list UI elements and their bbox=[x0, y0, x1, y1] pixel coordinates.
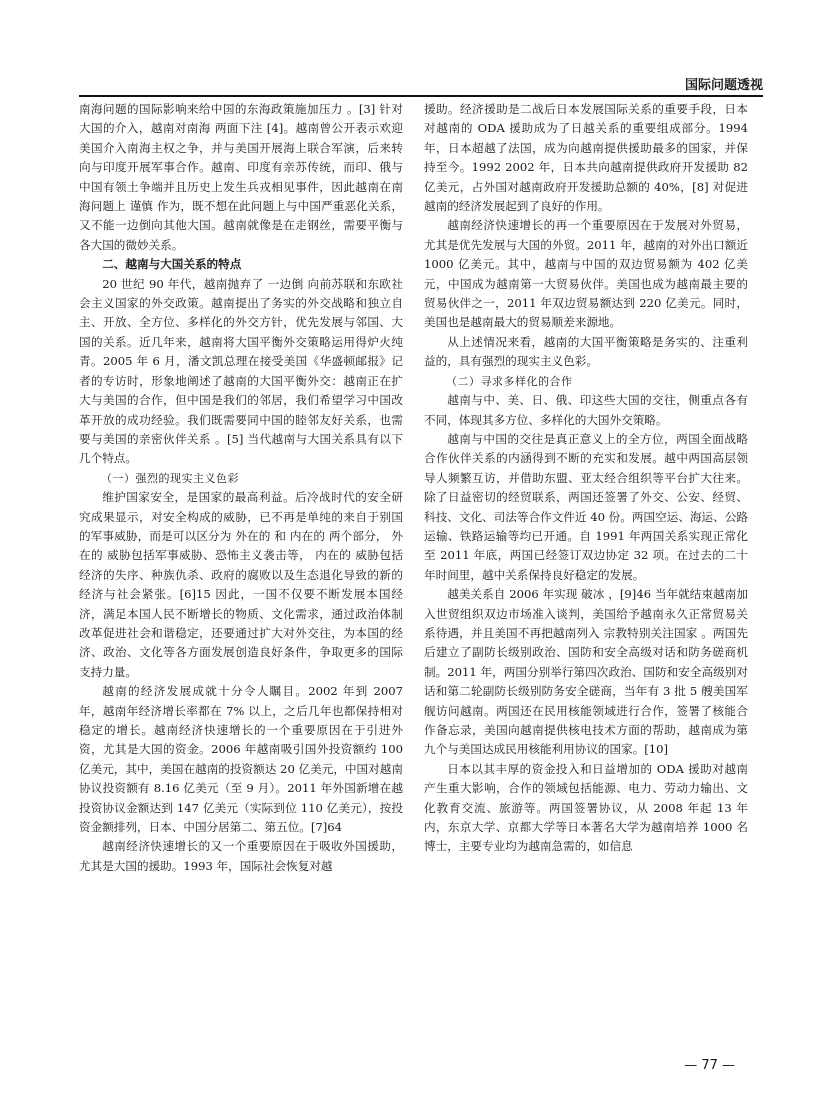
body-paragraph: 越南与中、美、日、俄、印这些大国的交往，侧重点各有不同，体现其多方位、多样化的大国外交策略。 bbox=[424, 393, 748, 427]
right-text-column bbox=[424, 100, 748, 857]
body-paragraph: 维护国家安全，是国家的最高利益。后冷战时代的安全研究成果显示，对安全构成的威胁，已不再是单纯的来自于别国的军事威胁，而是可以区分为 外在的 和 内在的 两个部分， 外在的 威胁包括军事威胁、恐怖主义袭击等， 内在的 威胁包括经济的失序、种族仇杀、政府的腐败以及生态退化导致的新的经济与社会紧张。[6]15 因此，一国不仅要不断发展本国经济，满足本国人民不断增长的物质、文化需求，通过政治体制改革促进社会和谐稳定，还要通过扩大对外交往，为本国的经济、政治、文化等各方面发展创造良好条件，争取更多的国际支持力量。 bbox=[79, 490, 403, 679]
body-paragraph: 日本以其丰厚的资金投入和日益增加的 ODA 援助对越南产生重大影响，合作的领域包括能源、电力、劳动力输出、文化教育交流、旅游等。两国签署协议，从 2008 年起 13 年内，东京大学、京都大学等日本著名大学为越南培养 1000 名博士，主要专业均为越南急需的，如信息 bbox=[424, 761, 748, 854]
section-heading: 二、越南与大国关系的特点 bbox=[102, 257, 242, 272]
body-paragraph: 越南经济快速增长的再一个重要原因在于发展对外贸易，尤其是优先发展与大国的外贸。2011 年，越南的对外出口额近 1000 亿美元。其中，越南与中国的双边贸易额为 402 亿美元，中国成为越南第一大贸易伙伴。美国也成为越南最主要的贸易伙伴之一，2011 年双边贸易额达到 220 亿美元。同时，美国也是越南最大的贸易顺差来源地。 bbox=[424, 218, 748, 330]
body-paragraph: 20 世纪 90 年代，越南抛弃了 一边倒 向前苏联和东欧社会主义国家的外交政策。越南提出了务实的外交战略和独立自主、开放、全方位、多样化的外交方针，优先发展与邻国、大国的关系。近几年来，越南将大国平衡外交策略运用得炉火纯青。2005 年 6 月，潘文凯总理在接受美国《华盛顿邮报》记者的专访时，形象地阐述了越南的大国平衡外交：越南正在扩大与美国的合作，但中国是我们的邻居，我们希望学习中国改革开放的成功经验。我们既需要同中国的睦邻友好关系，也需要与美国的亲密伙伴关系 。[5] 当代越南与大国关系具有以下几个特点。 bbox=[79, 276, 403, 466]
body-paragraph: 越南的经济发展成就十分令人瞩目。2002 年到 2007 年，越南年经济增长率都在 7% 以上，之后几年也都保持相对稳定的增长。越南经济快速增长的一个重要原因在于引进外资，尤其是大国的资金。2006 年越南吸引国外投资额约 100 亿美元，其中，美国在越南的投资额达 20 亿美元，中国对越南协议投资额有 8.16 亿美元（至 9 月）。2011 年外国新增在越投资协议金额达到 147 亿美元（实际到位 110 亿美元），按投资金额排列，日本、中国分居第二、第五位。[7]64 bbox=[79, 684, 403, 835]
body-paragraph: 越美关系自 2006 年实现 破冰 ，[9]46 当年就结束越南加入世贸组织双边市场准入谈判，美国给予越南永久正常贸易关系待遇，并且美国不再把越南列入 宗教特别关注国家 。两国先后建立了副防长级别政治、国防和安全高级对话和防务磋商机制。2011 年，两国分别举行第四次政治、国防和安全高级别对话和第二轮副防长级别防务安全磋商，当年有 3 批 5 艘美国军舰访问越南。两国还在民用核能领域进行合作，签署了核能合作备忘录，美国向越南提供核电技术方面的帮助，越南成为第九个与美国达成民用核能利用协议的国家。[10] bbox=[424, 587, 748, 757]
header-divider bbox=[79, 95, 763, 97]
body-paragraph: 越南经济快速增长的又一个重要原因在于吸收外国援助，尤其是大国的援助。1993 年，国际社会恢复对越 bbox=[79, 839, 403, 873]
subsection-heading: （一）强烈的现实主义色彩 bbox=[101, 471, 239, 485]
body-paragraph: 南海问题的国际影响来给中国的东海政策施加压力 。[3] 针对大国的介入，越南对南海 两面下注 [4]。越南曾公开表示欢迎美国介入南海主权之争，并与美国开展海上联合军演，后来转向与印度开展军事合作。越南、印度有亲苏传统，而印、俄与中国有领土争端并且历史上发生兵戎相见事件，因此越南在南海问题上 谨慎 作为，既不想在此问题上与中国严重恶化关系，又不能一边倒向其他大国。越南就像是在走钢丝，需要平衡与各大国的微妙关系。 bbox=[79, 102, 403, 252]
body-paragraph: 援助。经济援助是二战后日本发展国际关系的重要手段，日本对越南的 ODA 援助成为了日越关系的重要组成部分。1994 年，日本超越了法国，成为向越南提供援助最多的国家，并保持至今。1992 2002 年，日本共向越南提供政府开发援助 82 亿美元，占外国对越南政府开发援助总额的 40%，[8] 对促进越南的经济发展起到了良好的作用。 bbox=[424, 102, 748, 214]
body-paragraph: 越南与中国的交往是真正意义上的全方位，两国全面战略合作伙伴关系的内涵得到不断的充实和发展。越中两国高层领导人频繁互访，并借助东盟、亚太经合组织等平台扩大往来。除了日益密切的经贸联系，两国还签署了外交、公安、经贸、科技、文化、司法等合作文件近 40 份。两国空运、海运、公路运输、铁路运输等均已开通。自 1991 年两国关系实现正常化至 2011 年底，两国已经签订双边协定 32 项。在过去的二十年时间里，越中关系保持良好稳定的发展。 bbox=[424, 431, 748, 582]
subsection-heading: （二）寻求多样化的合作 bbox=[446, 374, 573, 388]
page-number: — 77 — bbox=[684, 1058, 735, 1073]
body-paragraph: 从上述情况来看，越南的大国平衡策略是务实的、注重利益的，具有强烈的现实主义色彩。 bbox=[424, 334, 748, 369]
left-text-column bbox=[79, 100, 403, 876]
journal-section-title: 国际问题透视 bbox=[684, 78, 763, 93]
